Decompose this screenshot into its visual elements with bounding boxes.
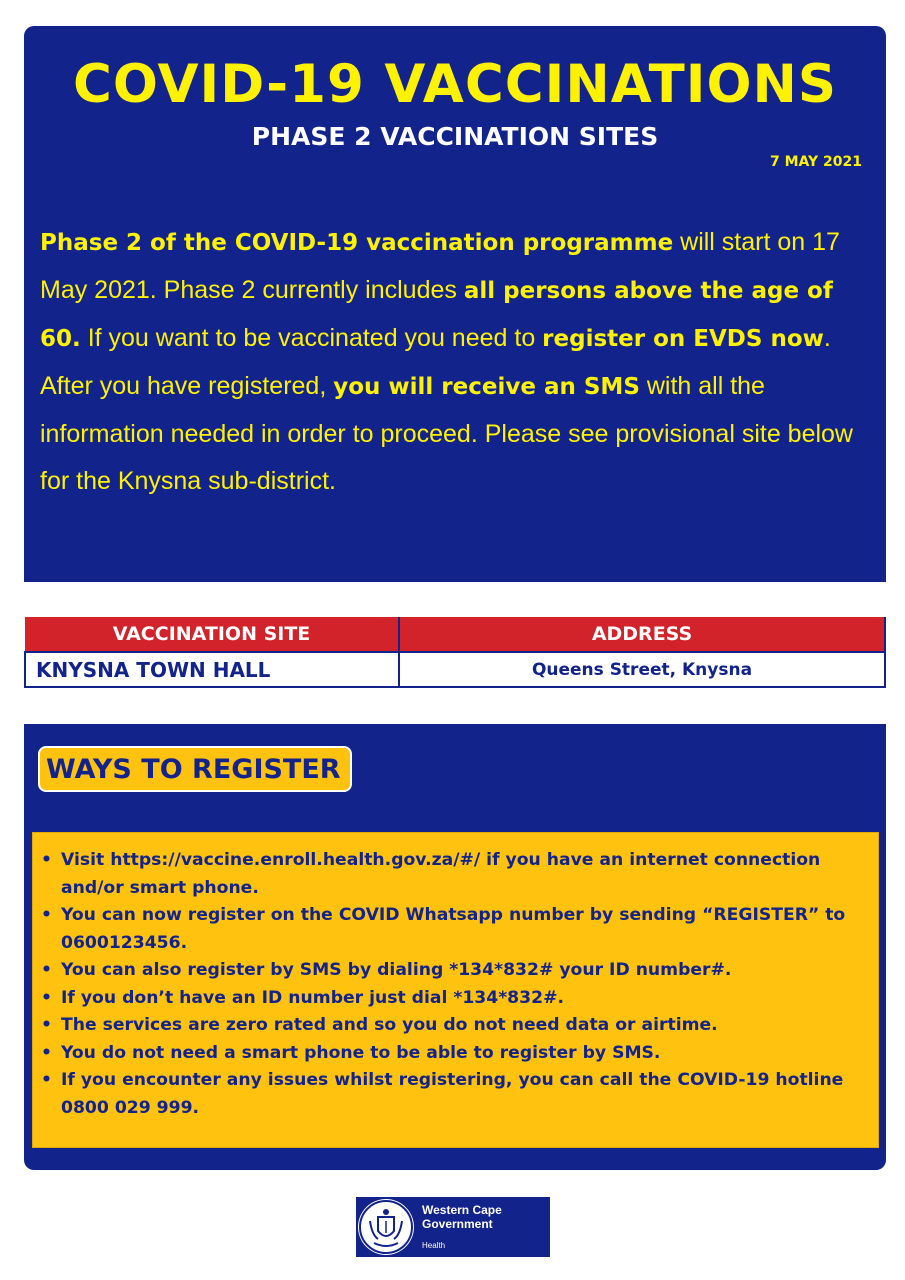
list-item: • You can also register by SMS by dialing *134*832# your ID number#.	[61, 957, 870, 985]
intro-text-1: will start on 17 May 2021. Phase 2 currently includes	[40, 228, 840, 304]
intro-bold-4: you will receive an SMS	[333, 374, 640, 400]
column-header-site: VACCINATION SITE	[25, 617, 399, 652]
intro-paragraph	[40, 219, 860, 505]
department-name: Health	[422, 1241, 446, 1250]
registration-list	[33, 833, 878, 1122]
table-row	[25, 652, 885, 687]
site-name-cell: KNYSNA TOWN HALL	[25, 652, 399, 687]
list-item: • If you don’t have an ID number just dial *134*832#.	[61, 985, 870, 1013]
vaccination-sites-table	[24, 617, 886, 688]
intro-bold-3: register on EVDS now	[542, 326, 824, 352]
org-name-line2: Government	[422, 1217, 493, 1231]
org-name-line1: Western Cape	[422, 1203, 502, 1217]
list-item: • Visit https://vaccine.enroll.health.gov.za/#/ if you have an internet connection and/or smart phone.	[61, 847, 870, 902]
coat-of-arms-icon	[358, 1199, 414, 1255]
list-item: • You do not need a smart phone to be able to register by SMS.	[61, 1040, 870, 1068]
page-title: COVID-19 VACCINATIONS	[72, 54, 838, 115]
ways-to-register-heading: WAYS TO REGISTER	[38, 746, 352, 792]
intro-bold-1: Phase 2 of the COVID-19 vaccination programme	[40, 230, 674, 256]
column-header-address: ADDRESS	[399, 617, 885, 652]
intro-text-2: If you want to be vaccinated you need to	[80, 324, 543, 352]
intro-bold-2: all persons above the age of 60.	[40, 278, 833, 352]
org-name	[422, 1203, 502, 1231]
table-header-row	[25, 617, 885, 652]
western-cape-logo	[356, 1197, 550, 1257]
registration-info-box	[32, 832, 879, 1148]
intro-text-3: . After you have registered,	[40, 324, 831, 400]
list-item: • The services are zero rated and so you do not need data or airtime.	[61, 1012, 870, 1040]
publish-date: 7 MAY 2021	[769, 154, 862, 170]
page-subtitle: PHASE 2 VACCINATION SITES	[251, 122, 659, 151]
list-item: • If you encounter any issues whilst registering, you can call the COVID-19 hotline 0800 029 999.	[61, 1067, 870, 1122]
intro-text-4: with all the information needed in order to proceed. Please see provisional site below for the Knysna sub-district.	[40, 372, 853, 495]
site-address-cell: Queens Street, Knysna	[399, 652, 885, 687]
list-item: • You can now register on the COVID Whatsapp number by sending “REGISTER” to 0600123456.	[61, 902, 870, 957]
poster-panel	[24, 26, 886, 1170]
